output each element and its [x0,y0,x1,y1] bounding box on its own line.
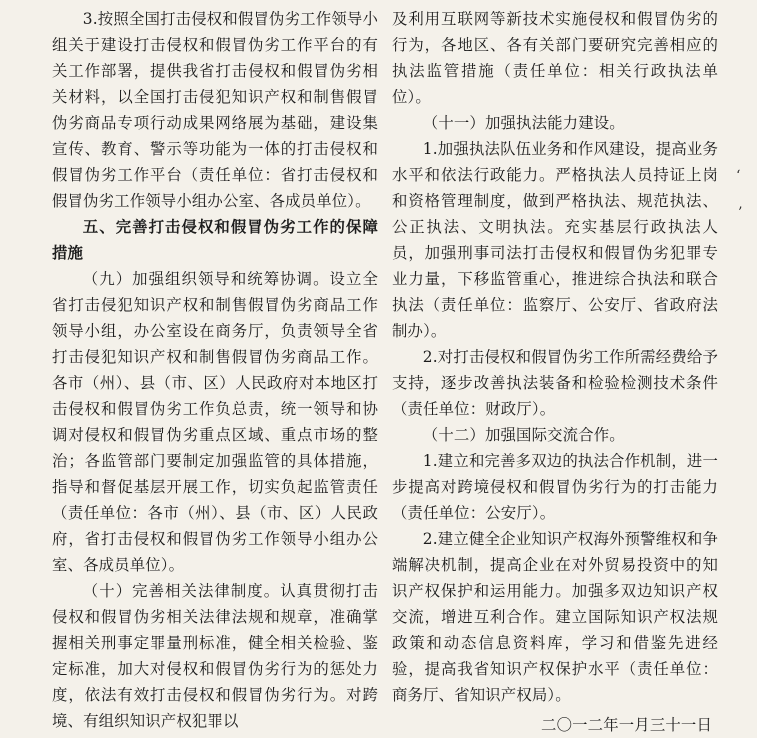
paragraph-eleven-2: 2.对打击侵权和假冒伪劣工作所需经费给予支持，逐步改善执法装备和检验检测技术条件（责任单位：财政厅）。 [392,348,718,418]
paragraph-nine: （九）加强组织领导和统筹协调。设立全省打击侵犯知识产权和制售假冒伪劣商品工作领导小组，办公室设在商务厅，负责领导全省打击侵犯知识产权和制售假冒伪劣商品工作。各市（州）、县（市、区）人民政府对本地区打击侵权和假冒伪劣工作负总责，统一领导和协调对侵权和假冒伪劣重点区域、重点市场的整治；各监管部门要制定加强监管的具体措施，指导和督促基层开展工作，切实负起监管责任（责任单位：各市（州）、县（市、区）人民政府，省打击侵权和假冒伪劣工作领导小组办公室、各成员单位）。 [52,270,378,574]
document-date: 二〇一二年一月三十一日 [541,716,712,734]
left-column [52,6,378,734]
margin-mark-2: ’ [738,205,743,221]
paragraph-twelve-1: 1.建立和完善多双边的执法合作机制，进一步提高对跨境侵权和假冒伪劣行为的打击能力（责任单位：公安厅）。 [392,452,718,522]
paragraph-ten-continued: 及利用互联网等新技术实施侵权和假冒伪劣的行为，各地区、各有关部门要研究完善相应的执法监管措施（责任单位：相关行政执法单位）。 [392,10,718,106]
margin-mark-1: ‘ [736,168,741,184]
paragraph-ten: （十）完善相关法律制度。认真贯彻打击侵权和假冒伪劣相关法律法规和规章，准确掌握相关刑事定罪量刑标准，健全相关检验、鉴定标准，加大对侵权和假冒伪劣行为的惩处力度，依法有效打击侵权和假冒伪劣行为。对跨境、有组织知识产权犯罪以 [52,582,378,730]
paragraph-twelve-2: 2.建立健全企业知识产权海外预警维权和争端解决机制，提高企业在对外贸易投资中的知识产权保护和运用能力。加强多双边知识产权交流，增进互利合作。建立国际知识产权法规政策和动态信息资料库，学习和借鉴先进经验，提高我省知识产权保护水平（责任单位：商务厅、省知识产权局）。 [392,530,718,704]
subheading-twelve: （十二）加强国际交流合作。 [422,426,625,444]
paragraph-eleven-1: 1.加强执法队伍业务和作风建设，提高业务水平和依法行政能力。严格执法人员持证上岗和资格管理制度，做到严格执法、规范执法、公正执法、文明执法。充实基层行政执法人员，加强刑事司法打击侵权和假冒伪劣犯罪专业力量，下移监管重心，推进综合执法和联合执法（责任单位：监察厅、公安厅、省政府法制办）。 [392,140,718,340]
subheading-eleven: （十一）加强执法能力建设。 [422,114,625,132]
right-column [392,6,718,738]
section-heading-five: 五、完善打击侵权和假冒伪劣工作的保障措施 [52,218,378,262]
paragraph-item-3: 3.按照全国打击侵权和假冒伪劣工作领导小组关于建设打击侵权和假冒伪劣工作平台的有关工作部署，提供我省打击侵权和假冒伪劣相关材料，以全国打击侵犯知识产权和制售假冒伪劣商品专项行动成果网络展为基础，建设集宣传、教育、警示等功能为一体的打击侵权和假冒伪劣工作平台（责任单位：省打击侵权和假冒伪劣工作领导小组办公室、各成员单位）。 [52,10,378,210]
